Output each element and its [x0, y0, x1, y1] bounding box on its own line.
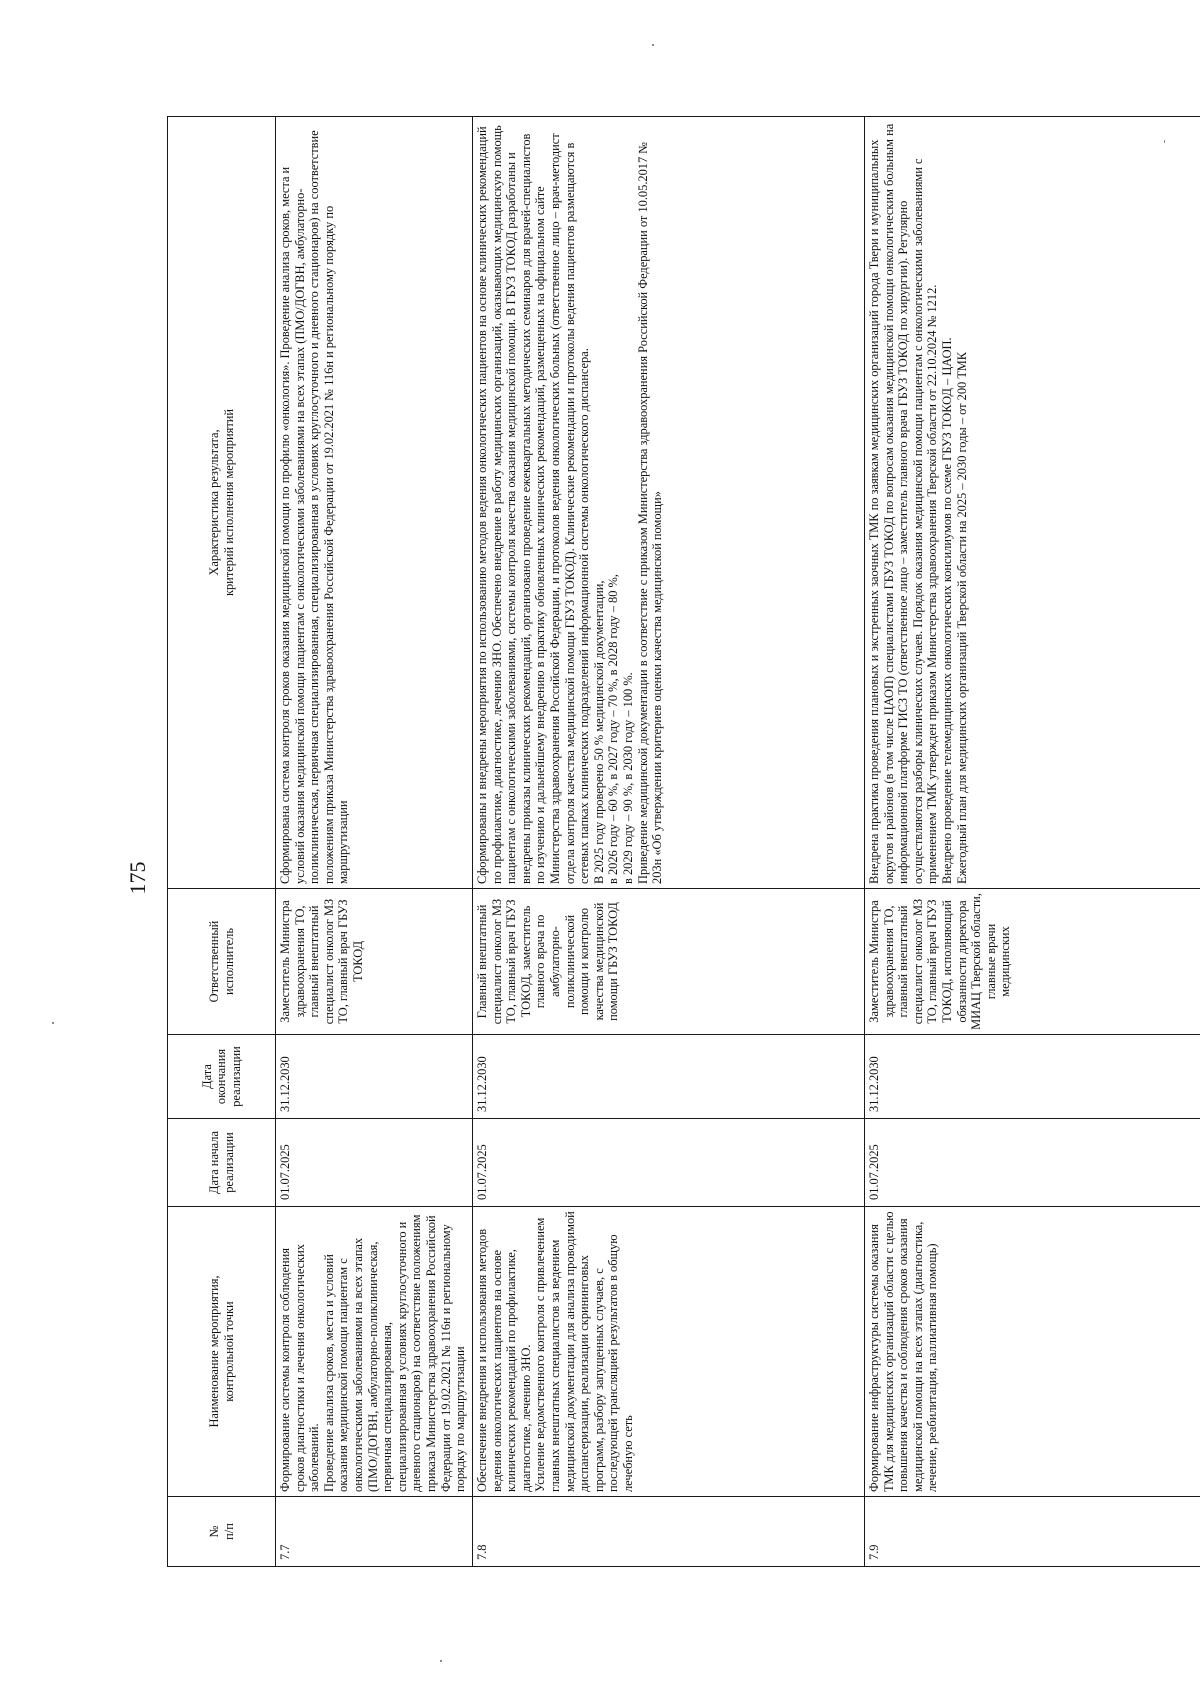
responsible: Заместитель Министра здравоохранения ТО, главный внештатный специалист онколог МЗ ТО, главный врач ГБУЗ ТОКОД: [276, 889, 473, 1035]
start-date: 01.07.2025: [865, 1119, 1200, 1207]
activity-name: Формирование системы контроля соблюдения сроков диагностики и лечения онкологических заболеваний. Проведение анализа сроков, места и условий оказания медицинской помощи пациентам с онкологическими заболеваниями на всех этапах (ПМО/ДОГВН, амбулаторно-поликлиническая, первичная специализированная, специализированная в условиях круглосуточного и дневного стационаров) на соответствие положениям приказа Министерства здравоохранения Российской Федерации от 19.02.2021 № 116н и региональному порядку по маршрутизации: [276, 1207, 473, 1497]
end-date: 31.12.2030: [276, 1035, 473, 1119]
col-header-start-date: Дата начала реализации: [168, 1119, 276, 1207]
start-date: 01.07.2025: [276, 1119, 473, 1207]
scan-speck: [652, 44, 654, 46]
header-row: [168, 117, 276, 1567]
activity-name: Обеспечение внедрения и использования методов ведения онкологических пациентов на основе клинических рекомендаций по профилактике, диагностике, лечению ЗНО. Усиление ведомственного контроля с привлечением главных внештатных специалистов за ведением медицинской документации для анализа проводимой диспансеризации, реализации скрининговых программ, разбору запущенных случаев, с последующей трансляцией результатов в общую лечебную сеть: [473, 1207, 865, 1497]
row-number: 7.7: [276, 1497, 473, 1567]
scan-speck: [440, 1660, 442, 1662]
table-row: [473, 117, 865, 1567]
result-description: Сформированы и внедрены мероприятия по использованию методов ведения онкологических пациентов на основе клинических рекомендаций по профилактике, диагностике, лечению ЗНО. Обеспечено внедрение в работу медицинских организаций, оказывающих медицинскую помощь пациентам с онкологическими заболеваниями, системы контроля качества оказания медицинской помощи. В ГБУЗ ТОКОД разработаны и внедрены приказы клинических рекомендаций, организовано проведение ежеквартальных методических семинаров для врачей-специалистов по изучению и дальнейшему внедрению в практику обновленных клинических рекомендаций, размещенных на официальном сайте Министерства здравоохранения Российской Федерации, и протоколов ведения онкологических больных (ответственное лицо – врач-методист отдела контроля качества медицинской помощи ГБУЗ ТОКОД). Клинические рекомендации и протоколы ведения пациентов размещаются в сетевых папках клинических подразделений информационной системы онкологического диспансера. В 2025 году проверено 50 % медицинской документации, в 2026 году – 60 %, в 2027 году – 70 %, в 2028 году – 80 %, в 2029 году – 90 %, в 2030 году – 100 %. Приведение медицинской документации в соответствие с приказом Министерства здравоохранения Российской Федерации от 10.05.2017 № 203н «Об утверждении критериев оценки качества медицинской помощи»: [473, 117, 865, 889]
end-date: 31.12.2030: [865, 1035, 1200, 1119]
row-number: 7.9: [865, 1497, 1200, 1567]
result-description: Сформирована система контроля сроков оказания медицинской помощи по профилю «онкология». Проведение анализа сроков, места и условий оказания медицинской помощи пациентам с онкологическими заболеваниями на всех этапах (ПМО/ДОГВН, амбулаторно-поликлиническая, первичная специализированная, специализированная в условиях круглосуточного и дневного стационаров) на соответствие положениям приказа Министерства здравоохранения Российской Федерации от 19.02.2021 № 116н и региональному порядку по маршрутизации: [276, 117, 473, 889]
result-description: Внедрена практика проведения плановых и экстренных заочных ТМК по заявкам медицинских организаций города Твери и муниципальных округов и районов (в том числе ЦАОП) специалистами ГБУЗ ТОКОД по вопросам оказания медицинской помощи онкологическим больным на информационной платформе ГИСЗ ТО (ответственное лицо – заместитель главного врача ГБУЗ ТОКОД по хирургии). Регулярно осуществляются разборы клинических случаев. Порядок оказания медицинской помощи пациентам с онкологическими заболеваниями с применением ТМК утвержден приказом Министерства здравоохранения Тверской области от 22.10.2024 № 1212. Внедрено проведение телемедицинских онкологических консилиумов по схеме ГБУЗ ТОКОД – ЦАОП. Ежегодный план для медицинских организаций Тверской области на 2025 – 2030 годы – от 200 ТМК: [865, 117, 1200, 889]
scan-speck: [52, 1022, 54, 1024]
col-header-end-date: Дата окончания реализации: [168, 1035, 276, 1119]
rotated-page: [167, 117, 1200, 1567]
col-header-responsible: Ответственный исполнитель: [168, 889, 276, 1035]
table-row: [276, 117, 473, 1567]
activities-table: [167, 116, 1200, 1567]
responsible: Заместитель Министра здравоохранения ТО, главный внештатный специалист онколог МЗ ТО, главный врач ГБУЗ ТОКОД, исполняющий обязанности директора МИАЦ Тверской области, главные врачи медицинских: [865, 889, 1200, 1035]
responsible: Главный внештатный специалист онколог МЗ ТО, главный врач ГБУЗ ТОКОД, заместитель главного врача по амбулаторно-поликлинической помощи и контролю качества медицинской помощи ГБУЗ ТОКОД: [473, 889, 865, 1035]
row-number: 7.8: [473, 1497, 865, 1567]
col-header-name: Наименование мероприятия, контрольной точки: [168, 1207, 276, 1497]
table-row: [865, 117, 1200, 1567]
col-header-number: № п/п: [168, 1497, 276, 1567]
col-header-result: Характеристика результата, критерий исполнения мероприятий: [168, 117, 276, 889]
page-number: 175: [125, 861, 150, 895]
end-date: 31.12.2030: [473, 1035, 865, 1119]
activity-name: Формирование инфраструктуры системы оказания ТМК для медицинских организаций области с целью повышения качества и соблюдения сроков оказания медицинской помощи на всех этапах (диагностика, лечение, реабилитация, паллиативная помощь): [865, 1207, 1200, 1497]
start-date: 01.07.2025: [473, 1119, 865, 1207]
scan-speck: [1164, 140, 1165, 143]
